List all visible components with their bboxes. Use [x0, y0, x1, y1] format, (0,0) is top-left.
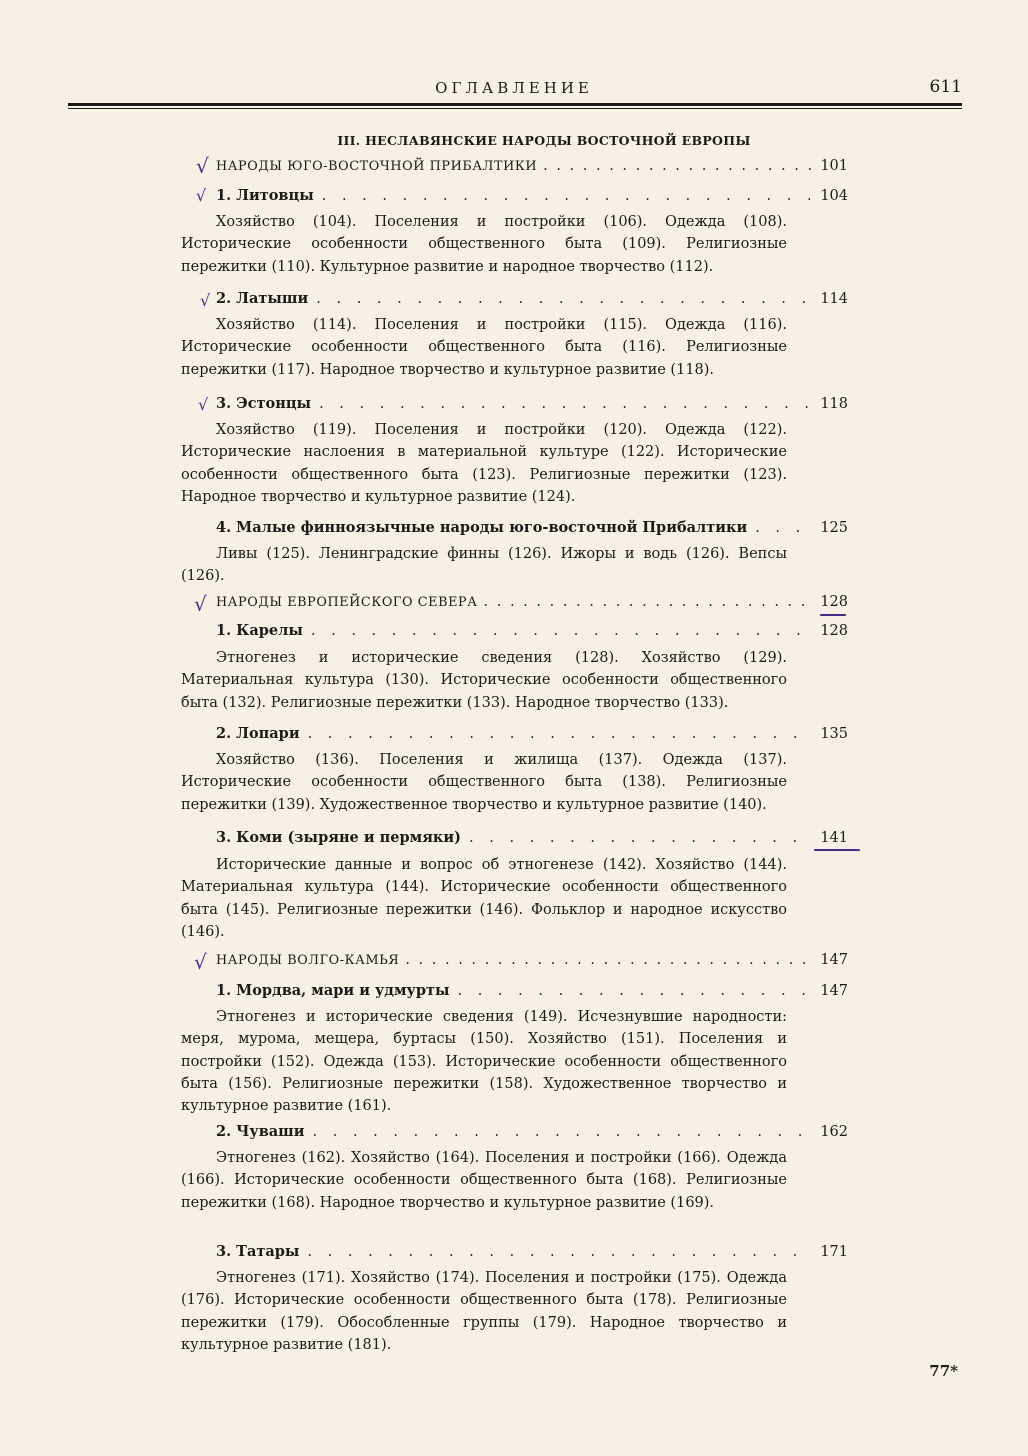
toc-page-number: 125	[820, 520, 848, 536]
toc-entry-label: 1. Карелы	[216, 622, 303, 639]
ink-underline	[820, 614, 846, 616]
running-header-title: ОГЛАВЛЕНИЕ	[435, 79, 593, 97]
leader-dots	[316, 291, 810, 307]
toc-section-label: НАРОДЫ ЕВРОПЕЙСКОГО СЕВЕРА	[216, 595, 478, 610]
leader-dots	[313, 1124, 810, 1140]
toc-entry-row[interactable]	[216, 622, 848, 644]
toc-entry-label: 3. Эстонцы	[216, 395, 312, 412]
toc-entry-description: Этногенез и исторические сведения (149). Исчезнувшие народности: меря, мурома, мещера, буртасы (150). Хозяйство (151). Поселения и постройки (152). Одежда (153). Исторические особенности общественного быта (156). Религиозные пережитки (158). Художественное творчество и культурное развитие (161).	[181, 1009, 787, 1115]
toc-entry-description: Этногенез (171). Хозяйство (174). Поселения и постройки (175). Одежда (176). Исторические особенности общественного быта (178). Религиозные пережитки (179). Обособленные группы (179). Народное творчество и культурное развитие (181).	[181, 1270, 787, 1353]
toc-entry-label: 2. Лопари	[216, 725, 300, 742]
toc-page-number: 101	[820, 158, 848, 174]
check-mark-icon: √	[194, 950, 207, 974]
toc-page-number: 128	[820, 623, 848, 639]
toc-section-row[interactable]	[216, 952, 848, 974]
toc-entry-label: 3. Татары	[216, 1243, 300, 1260]
leader-dots	[755, 520, 810, 536]
toc-page-number: 147	[820, 952, 848, 968]
toc-entry-description: Этногенез (162). Хозяйство (164). Поселения и постройки (166). Одежда (166). Исторические особенности общественного быта (168). Религиозные пережитки (168). Народное творчество и культурное развитие (169).	[181, 1150, 787, 1211]
toc-entry-description: Исторические данные и вопрос об этногенезе (142). Хозяйство (144). Материальная культура (144). Исторические особенности общественного быта (145). Религиозные пережитки (146). Фольклор и народное искусство (146).	[181, 857, 787, 940]
toc-entry-label: 1. Мордва, мари и удмурты	[216, 982, 450, 999]
toc-entry-description: Хозяйство (114). Поселения и постройки (115). Одежда (116). Исторические особенности общественного быта (116). Религиозные пережитки (117). Народное творчество и культурное развитие (118).	[181, 317, 787, 378]
check-mark-icon: √	[196, 154, 209, 178]
check-mark-icon: √	[200, 291, 211, 310]
toc-entry-description: Хозяйство (136). Поселения и жилища (137). Одежда (137). Исторические особенности общественного быта (138). Религиозные пережитки (139). Художественное творчество и культурное развитие (140).	[181, 752, 787, 813]
signature-mark: 77*	[929, 1362, 958, 1380]
check-mark-icon: √	[198, 395, 209, 414]
toc-entry-row[interactable]	[216, 725, 848, 747]
toc-page-number: 141	[820, 830, 848, 846]
toc-entry-description: Хозяйство (119). Поселения и постройки (120). Одежда (122). Исторические наслоения в материальной культуре (122). Исторические особенности общественного быта (123). Религиозные пережитки (123). Народное творчество и культурное развитие (124).	[181, 422, 787, 505]
toc-entry-row[interactable]	[216, 1123, 848, 1145]
toc-section-row[interactable]	[216, 594, 848, 616]
leader-dots	[322, 188, 810, 204]
toc-entry-row[interactable]	[216, 1243, 848, 1265]
header-rule-thick	[68, 103, 962, 106]
toc-page-number: 104	[820, 188, 848, 204]
toc-entry-description: Ливы (125). Ленинградские финны (126). Ижоры и водь (126). Вепсы (126).	[181, 546, 787, 585]
toc-entry-row[interactable]	[216, 519, 848, 541]
leader-dots	[484, 594, 812, 610]
toc-entry-label: 1. Литовцы	[216, 187, 314, 204]
toc-entry-label: 4. Малые финноязычные народы юго-восточной Прибалтики	[216, 519, 748, 536]
leader-dots	[311, 623, 810, 639]
toc-entry-label: 3. Коми (зыряне и пермяки)	[216, 829, 462, 846]
toc-page-number: 171	[820, 1244, 848, 1260]
leader-dots	[458, 983, 811, 999]
check-mark-icon: √	[196, 186, 207, 205]
part-title: III. НЕСЛАВЯНСКИЕ НАРОДЫ ВОСТОЧНОЙ ЕВРОПЫ	[337, 133, 751, 148]
toc-section-label: НАРОДЫ ВОЛГО-КАМЬЯ	[216, 953, 400, 968]
toc-page-number: 162	[820, 1124, 848, 1140]
toc-entry-label: 2. Чуваши	[216, 1123, 305, 1140]
toc-page-number: 135	[820, 726, 848, 742]
toc-page-number: 114	[820, 291, 848, 307]
toc-page-number: 147	[820, 983, 848, 999]
header-rule-thin	[68, 108, 962, 109]
ink-underline	[814, 849, 860, 851]
leader-dots	[469, 830, 810, 846]
leader-dots	[405, 952, 812, 968]
leader-dots	[308, 726, 810, 742]
leader-dots	[307, 1244, 810, 1260]
toc-section-row[interactable]	[216, 158, 848, 180]
toc-entry-description: Этногенез и исторические сведения (128). Хозяйство (129). Материальная культура (130). Исторические особенности общественного быта (132). Религиозные пережитки (133). Народное творчество (133).	[181, 650, 787, 711]
toc-page-number: 128	[820, 594, 848, 610]
toc-entry-row[interactable]	[216, 187, 848, 209]
toc-entry-row[interactable]	[216, 982, 848, 1004]
check-mark-icon: √	[194, 592, 207, 616]
page-number: 611	[929, 77, 962, 97]
toc-entry-label: 2. Латыши	[216, 290, 309, 307]
toc-section-label: НАРОДЫ ЮГО-ВОСТОЧНОЙ ПРИБАЛТИКИ	[216, 159, 538, 174]
toc-entry-description: Хозяйство (104). Поселения и постройки (106). Одежда (108). Исторические особенности общественного быта (109). Религиозные пережитки (110). Культурное развитие и народное творчество (112).	[181, 214, 787, 275]
leader-dots	[319, 396, 810, 412]
toc-page-number: 118	[820, 396, 848, 412]
toc-entry-row[interactable]	[216, 290, 848, 312]
toc-entry-row[interactable]	[216, 829, 848, 851]
toc-entry-row[interactable]	[216, 395, 848, 417]
leader-dots	[543, 158, 812, 174]
